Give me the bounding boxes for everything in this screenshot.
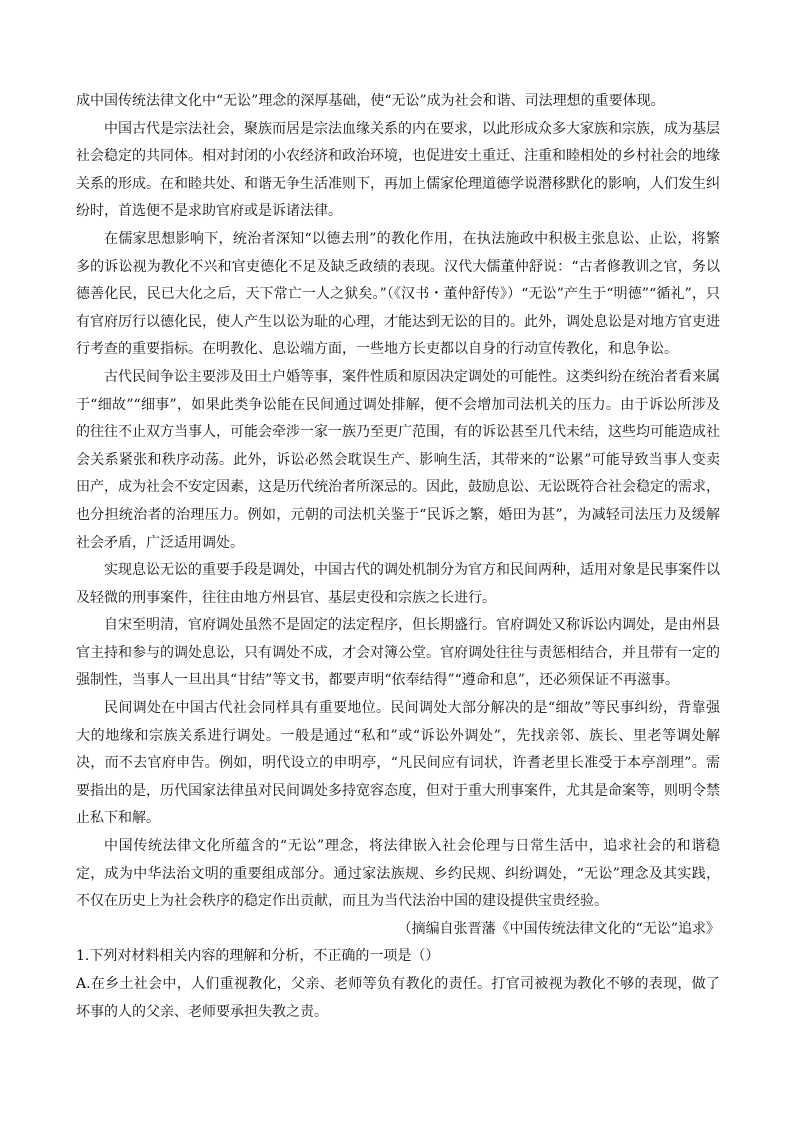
article-source-citation: （摘编自张晋藩《中国传统法律文化的“无讼”追求》 — [397, 920, 720, 937]
article-paragraph-4: 古代民间争讼主要涉及田土户婚等事，案件性质和原因决定调处的可能性。这类纠纷在统治者看来属于“细故”“细事”，如果此类争讼能在民间通过调处排解，便不会增加司法机关的压力。由于诉讼所涉及的往往不止双方当事人，可能会牵涉一家一族乃至更广范围，有的诉讼甚至几代未结，这些均可能造成社会关系紧张和秩序动荡。此外，诉讼必然会耽误生产、影响生活，其带来的“讼累”可能导致当事人变卖田产，成为社会不安定因素，这是历代统治者所深忌的。因此，鼓励息讼、无讼既符合社会稳定的需求，也分担统治者的治理压力。例如，元朝的司法机关鉴于“民诉之繁，婚田为甚”，为减轻司法压力及缓解社会矛盾，广泛适用调处。 — [76, 368, 720, 551]
article-paragraph-2: 中国古代是宗法社会，聚族而居是宗法血缘关系的内在要求，以此形成众多大家族和宗族，成为基层社会稳定的共同体。相对封闭的小农经济和政治环境，也促进安土重迁、注重和睦相处的乡村社会的地缘关系的形成。在和睦共处、和谐无争生活准则下，再加上儒家伦理道德学说潜移默化的影响，人们发生纠纷时，首选便不是求助官府或是诉诸法律。 — [76, 120, 720, 220]
article-paragraph-1: 成中国传统法律文化中“无讼”理念的深厚基础，使“无讼”成为社会和谐、司法理想的重要体现。 — [76, 93, 665, 109]
question-1-stem: 1.下列对材料相关内容的理解和分析，不正确的一项是（） — [76, 948, 440, 965]
document-page — [76, 88, 720, 1026]
article-paragraph-3: 在儒家思想影响下，统治者深知“以德去刑”的教化作用，在执法施政中积极主张息讼、止讼，将繁多的诉讼视为教化不兴和官吏德化不足及缺乏政绩的表现。汉代大儒董仲舒说：“古者修教训之官，务以德善化民，民已大化之后，天下常亡一人之狱矣。”（《汉书・董仲舒传》）“无讼”产生于“明德”“循礼”，只有官府厉行以德化民，使人产生以讼为耻的心理，才能达到无讼的目的。此外，调处息讼是对地方官吏进行考查的重要指标。在明教化、息讼端方面，一些地方长吏都以自身的行动宣传教化，和息争讼。 — [76, 230, 720, 358]
article-paragraph-8: 中国传统法律文化所蕴含的“无讼”理念，将法律嵌入社会伦理与日常生活中，追求社会的和谐稳定，成为中华法治文明的重要组成部分。通过家法族规、乡约民规、纠纷调处，“无讼”理念及其实践，不仅在历史上为社会秩序的稳定作出贡献，而且为当代法治中国的建设提供宝贵经验。 — [76, 838, 720, 910]
article-paragraph-6: 自宋至明清，官府调处虽然不是固定的法定程序，但长期盛行。官府调处又称诉讼内调处，是由州县官主持和参与的调处息讼，只有调处不成，才会对簿公堂。官府调处往往与责惩相结合，并且带有一定的强制性，当事人一旦出具“甘结”等文书，都要声明“依奉结得”“遵命和息”，还必须保证不再滋事。 — [76, 617, 720, 689]
question-1-option-a: A.在乡土社会中，人们重视教化，父亲、老师等负有教化的责任。打官司被视为教化不够的表现，做了坏事的人的父亲、老师要承担失教之责。 — [76, 976, 720, 1020]
article-paragraph-7: 民间调处在中国古代社会同样具有重要地位。民间调处大部分解决的是“细故”等民事纠纷，背靠强大的地缘和宗族关系进行调处。一般是通过“私和”或“诉讼外调处”，先找亲邻、族长、里老等调处解决，而不去官府申告。例如，明代设立的申明亭，“凡民间应有词状，许耆老里长准受于本亭剖理”。需要指出的是，历代国家法律虽对民间调处多持宽容态度，但对于重大刑事案件，尤其是命案等，则明令禁止私下和解。 — [76, 700, 720, 827]
article-paragraph-5: 实现息讼无讼的重要手段是调处，中国古代的调处机制分为官方和民间两种，适用对象是民事案件以及轻微的刑事案件，往往由地方州县官、基层吏役和宗族之长进行。 — [76, 562, 720, 606]
